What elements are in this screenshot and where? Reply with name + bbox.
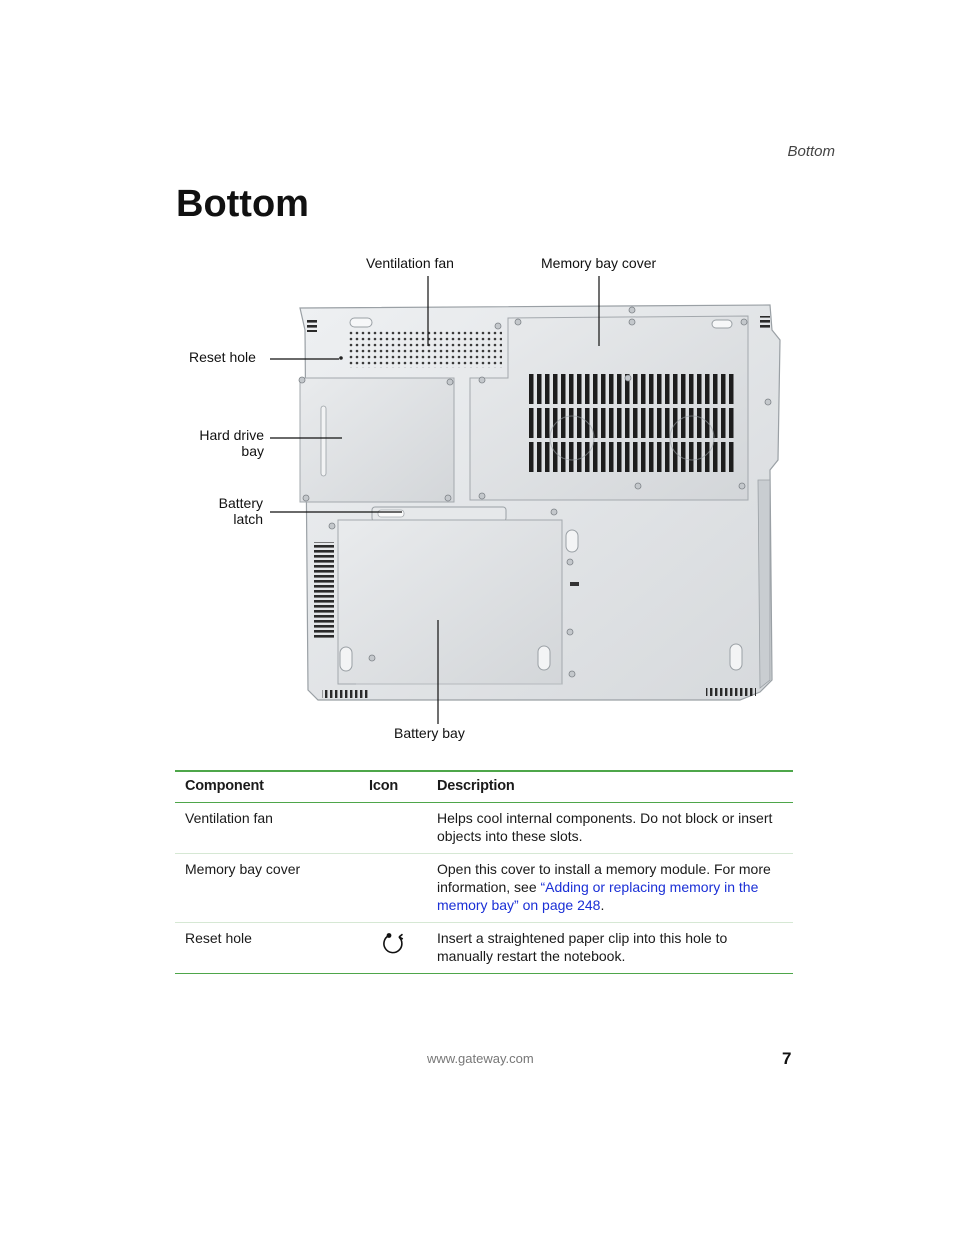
component-icon-empty bbox=[359, 854, 427, 923]
description-text-end: . bbox=[600, 897, 605, 913]
callout-ventilation-fan: Ventilation fan bbox=[366, 255, 454, 271]
bottom-vent-left bbox=[322, 690, 370, 698]
header-icon: Icon bbox=[359, 771, 427, 803]
callout-reset-hole: Reset hole bbox=[189, 349, 256, 365]
description-text: Open this cover to install a memory module. For more information, see bbox=[437, 861, 771, 895]
corner-vent-right bbox=[760, 316, 770, 330]
component-name: Ventilation fan bbox=[175, 803, 359, 854]
cooling-slots-row2 bbox=[526, 408, 734, 438]
corner-vent-left bbox=[307, 318, 317, 332]
component-icon-empty bbox=[359, 803, 427, 854]
reset-icon bbox=[380, 931, 406, 957]
component-icon bbox=[359, 923, 427, 974]
callout-hard-drive-bay-line1: Hard drive bbox=[199, 427, 264, 443]
callout-battery-bay: Battery bay bbox=[394, 725, 465, 741]
bottom-vent-right bbox=[706, 688, 756, 696]
memory-bay-link[interactable]: “Adding or replacing memory in the memory bay” on page 248 bbox=[437, 879, 759, 913]
callout-hard-drive-bay-line2: bay bbox=[241, 443, 264, 459]
ventilation-fan-grille bbox=[348, 330, 502, 368]
header-description: Description bbox=[427, 771, 793, 803]
running-head: Bottom bbox=[787, 143, 835, 160]
callout-battery-latch-line1: Battery bbox=[218, 495, 263, 511]
page-number: 7 bbox=[782, 1049, 792, 1068]
component-description: Helps cool internal components. Do not block or insert objects into these slots. bbox=[427, 803, 793, 854]
components-table bbox=[175, 770, 793, 974]
table-row bbox=[175, 854, 793, 923]
table-row bbox=[175, 923, 793, 974]
callout-memory-bay-cover: Memory bay cover bbox=[541, 255, 657, 271]
component-name: Memory bay cover bbox=[175, 854, 359, 923]
component-description bbox=[427, 854, 793, 923]
header-component: Component bbox=[175, 771, 359, 803]
component-description: Insert a straightened paper clip into this hole to manually restart the notebook. bbox=[427, 923, 793, 974]
callout-battery-latch-line2: latch bbox=[233, 511, 263, 527]
component-name: Reset hole bbox=[175, 923, 359, 974]
table-header-row bbox=[175, 771, 793, 803]
footer-url: www.gateway.com bbox=[427, 1051, 534, 1066]
table-row bbox=[175, 803, 793, 854]
side-vent bbox=[314, 542, 334, 638]
reset-hole bbox=[339, 356, 343, 360]
page-title: Bottom bbox=[176, 183, 309, 225]
